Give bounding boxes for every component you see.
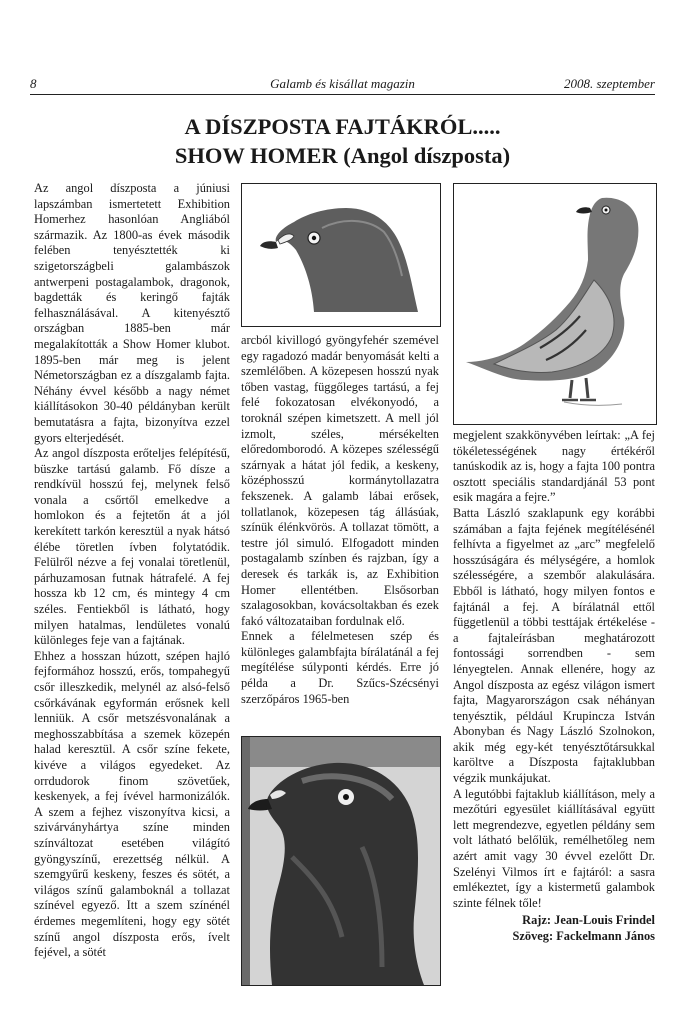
text-credit: Szöveg: Fackelmann János (512, 929, 655, 943)
drawing-credit: Rajz: Jean-Louis Frindel (522, 913, 655, 928)
paragraph: Ennek a félelmetesen szép és különleges galambfajta bírálatánál a fej megítélése súlyponti kérdés. Erre jó példa a Dr. Szűcs-Szécsényi szerzőpáros 1965-ben (241, 629, 439, 706)
title-line-2: SHOW HOMER (Angol díszposta) (174, 143, 511, 168)
paragraph: Az angol díszposta a júniusi lapszámban ismertetett Exhibition Homerhez hasonlóan Angliából származik. Az 1800-as évek második felében tenyésztették ki szigetországbeli galambászok antwerpeni postagalambok, dragonok, bagdetták és keringő fajták felhasználásával. A kitenyésztő országban 1885-ben már megalakították a Show Homer klubot. 1895-ben már meg is jelent Németországban ez a díszgalamb fajta. Néhány évvel később a nagy német kiállításokon 30-40 példányban került bemutatásra a fajta, bizonyítva ezzel gyors elterjedését. (34, 181, 230, 445)
credits (453, 913, 655, 944)
issue-date: 2008. szeptember (564, 76, 655, 91)
column-middle (241, 333, 439, 707)
page-number: 8 (30, 76, 37, 91)
paragraph: megjelent szakkönyvében leírtak: „A fej tökéletességének nagy értékéről tanúskodik az is, hogy a fajta 100 pontra osztott speciális standardjánál 53 pont esik magára a fejre.” (453, 428, 655, 505)
pigeon-head-drawing (241, 183, 441, 327)
column-right (453, 428, 655, 945)
pigeon-photo (241, 736, 441, 986)
page-header (30, 76, 655, 95)
column-left (34, 181, 230, 961)
paragraph: A legutóbbi fajtaklub kiállításon, mely a mezőtúri egyesület kiállításával együtt lett megrendezve, egyetlen példány sem volt látható belőlük, remélhetőleg nem azért amit vagy 30 évvel ezelőtt Dr. Szelényi Vilmos írt e fajtáról: a sasra emlékeztet, így a kistermetű galambok szinte félnek tőle! (453, 786, 655, 910)
paragraph: arcból kivillogó gyöngyfehér szemével egy ragadozó madár benyomását kelti a szemlélőben. A közepesen hosszú nyak tőben vastag, függőleges tartású, a fej felé fokozatosan elvékonyodó, a toroknál szépen kimetszett. A mell jól izmolt, széles, mérsékelten előredomborodó. A közepes szélességű szárnyak a hátat jól fedik, a keskeny, középhosszú kormánytollazatra fekszenek. A galamb lábai erősek, tollatlanok, közepesen tág állásúak, színük élénkvörös. A tollazat tömött, a testre jól simuló. Elfogadott minden postagalamb színben és rajzban, így a deresek és tarkák is, az Exhibition Homer ellentétben. Elsősorban szalagosokban, kovácsoltakban és ezek fakó változataiban fordulnak elő. (241, 333, 439, 628)
paragraph: Az angol díszposta erőteljes felépítésű, büszke tartású galamb. Fő dísze a rendkívül hosszú fej, melynek felső vonala a csőrtől emelkedve a homlokon és a fejtetőn át a jól kerekített tarkón keresztül a nyak hátsó élébe töretlen ívben folytatódik. Felülről nézve a fej vonalai töretlenül, párhuzamosan futnak hátrafelé. A fej hossza kb 12 cm, és mintegy 4 cm széles. Fentiekből is látható, hogy milyen hatalmas, lendületes vonalú különleges feje van a fajtának. (34, 446, 230, 648)
pigeon-body-drawing (453, 183, 657, 425)
pigeon-full-body-illustration (454, 184, 656, 424)
title-line-1: A DÍSZPOSTA FAJTÁKRÓL..... (184, 114, 501, 139)
magazine-name: Galamb és kisállat magazin (270, 76, 415, 91)
paragraph: Ehhez a hosszan húzott, szépen hajló fejformához hosszú, erős, tompahegyű csőr illeszkedik, melynél az alsó-felső csőrkávának egyformán erősnek kell lenniük. A csőr metszésvonalának a meghosszabbítása a szemek közepén halad keresztül. A csőr színe fekete, kivéve a világos egyedeket. Az orrdudorok finom szövetűek, keskenyek, a fej ívével harmonizálók. A szem a fejhez viszonyítva kicsi, a szivárványhártya színe minden színváltozat esetében világító gyöngyszínű, erezettség nélkül. A szemgyűrű keskeny, feszes és sötét, a világos színű galamboknál a tollazat színével egyező. Itt a szem színénél érdemes megemlíteni, hogy egy sötét színű angol díszposta erős, ívelt fejével, a sötét (34, 648, 230, 960)
article-title (30, 112, 655, 170)
paragraph: Batta László szaklapunk egy korábbi számában a fajta fejének megítélésénél felhívta a figyelmet az „arc” megfelelő hosszúságára és mélységére, a homlok szélességére, a szembőr alakulására. Ebből is látható, hogy milyen fontos e fajtánál a fej. A bírálatnál ettől függetlenül a többi testtájak értékelése - a fajtaleírásban meghatározott fontossági sorrendben - sem lényegtelen. Annak ellenére, hogy az Angol díszposta az egész világon ismert fajta, Magyarországon csak néhányan tenyésztik, például Krupincza István Abonyban és Nagy László Szolnokon, akik még egy-két tenyésztőtársukkal karöltve a Díszposta fajtaklubban végzik munkájukat. (453, 505, 655, 786)
pigeon-head-illustration (242, 184, 440, 326)
pigeon-head-photo-image (242, 737, 440, 985)
